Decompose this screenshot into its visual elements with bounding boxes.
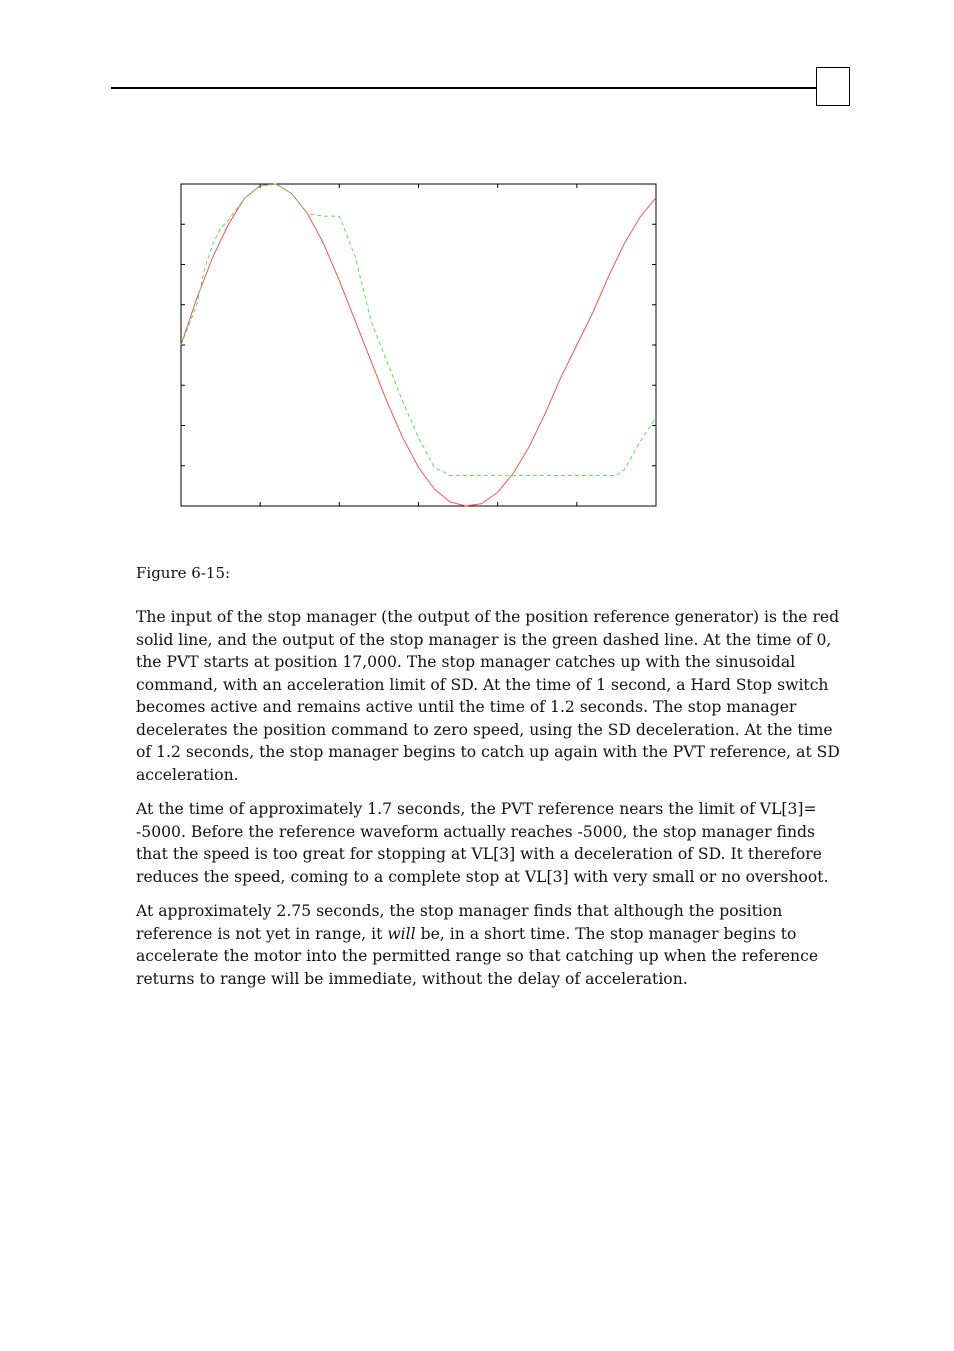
paragraph-3-end: be, in a short time. The stop manager begins to accelerate the motor into the permitted range so that catching up when the reference returns to range will be immediate, without the delay of acceleration. xyxy=(136,924,819,988)
paragraph-3-emphasis: will xyxy=(387,924,416,943)
figure-chart xyxy=(180,183,657,508)
paragraph-3 xyxy=(136,900,846,990)
figure-caption: Figure 6-15: xyxy=(136,564,231,582)
paragraph-2: At the time of approximately 1.7 seconds, the PVT reference nears the limit of VL[3]= -5000. Before the reference waveform actually reaches -5000, the stop manager finds that the speed is too great for stopping at VL[3] with a deceleration of SD. It therefore reduces the speed, coming to a complete stop at VL[3] with very small or no overshoot. xyxy=(136,800,829,886)
page-number-box xyxy=(816,67,850,106)
paragraph-1: The input of the stop manager (the output of the position reference generator) is the red solid line, and the output of the stop manager is the green dashed line. At the time of 0, the PVT starts at position 17,000. The stop manager catches up with the sinusoidal command, with an acceleration limit of SD. At the time of 1 second, a Hard Stop switch becomes active and remains active until the time of 1.2 seconds. The stop manager decelerates the position command to zero speed, using the SD deceleration. At the time of 1.2 seconds, the stop manager begins to catch up again with the PVT reference, at SD acceleration. xyxy=(136,608,840,784)
body-text xyxy=(136,606,846,1002)
header-rule xyxy=(111,87,818,89)
reference-series-line xyxy=(181,184,656,506)
paragraph-3-start: At approximately 2.75 seconds, the stop manager finds that although the position reference is not yet in range, it xyxy=(136,902,783,943)
chart-svg xyxy=(180,183,657,508)
chart-ticks xyxy=(181,184,656,506)
chart-frame xyxy=(181,184,656,506)
